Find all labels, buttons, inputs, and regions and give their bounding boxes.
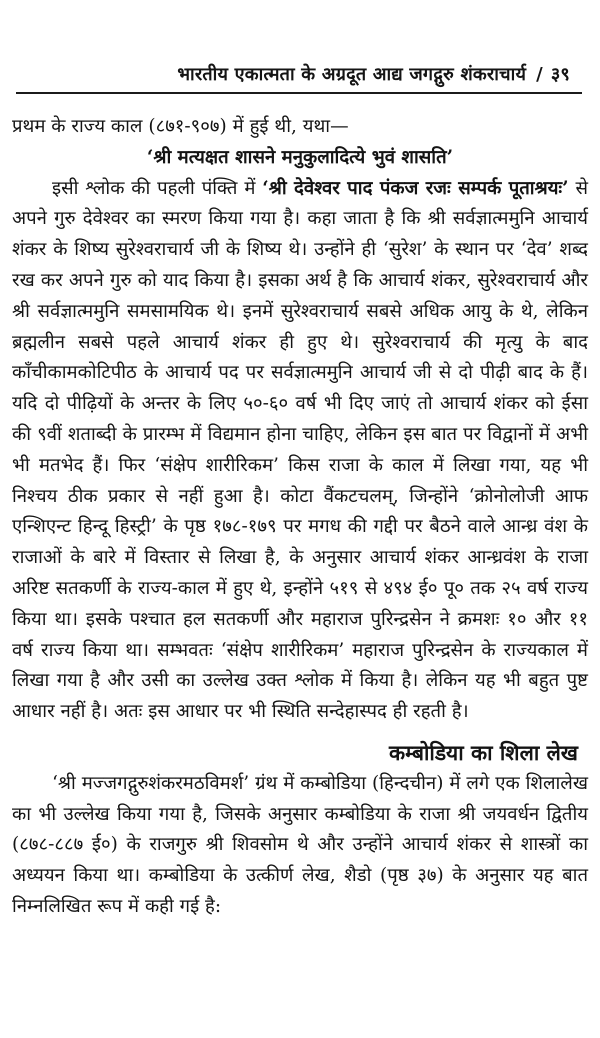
book-title: भारतीय एकात्मता के अग्रदूत आद्य जगद्गुरु शंकराचार्य bbox=[177, 64, 527, 85]
paragraph-1-part-1: इसी श्लोक की पहली पंक्ति में bbox=[52, 177, 263, 199]
paragraph-1-part-2: से अपने गुरु देवेश्वर का स्मरण किया गया है। कहा जाता है कि श्री सर्वज्ञात्ममुनि आचार्य शंकर के शिष्य सुरेश्वराचार्य जी के शिष्य थे। उन्होंने ही ‘सुरेश’ के स्थान पर ‘देव’ शब्द रख कर अपने गुरु को याद किया है। इसका अर्थ है कि आचार्य शंकर, सुरेश्वराचार्य और श्री सर्वज्ञात्ममुनि समसामयिक थे। इनमें सुरेश्वराचार्य सबसे अधिक आयु के थे, लेकिन ब्रह्मलीन सबसे पहले आचार्य शंकर ही हुए थे। सुरेश्वराचार्य की मृत्यु के बाद काँचीकामकोटिपीठ के आचार्य पद पर सर्वज्ञात्ममुनि आचार्य जी से दो पीढ़ी बाद के हैं। यदि दो पीढ़ियों के अन्तर के लिए ५०-६० वर्ष भी दिए जाएं तो आचार्य शंकर को ईसा की ९वीं शताब्दी के प्रारम्भ में विद्यमान होना चाहिए, लेकिन इस बात पर विद्वानों में अभी भी मतभेद हैं। फिर ‘संक्षेप शारीरिकम’ किस राजा के काल में लिखा गया, यह भी निश्चय ठीक प्रकार से नहीं हुआ है। कोटा वैंकटचलम्, जिन्होंने ‘क्रोनोलोजी आफ एन्शिएन्ट हिन्दू हिस्ट्री’ के पृष्ठ १७८-१७९ पर मगध की गद्दी पर बैठने वाले आन्ध्र वंश के राजाओं के बारे में विस्तार से लिखा है, के अनुसार आचार्य शंकर आन्ध्रवंश के राजा अरिष्ट सतकर्णी के राज्य-काल में हुए थे, इन्होंने ५१९ से ४९४ ई० पू० तक २५ वर्ष राज्य किया था। इसके पश्चात हल सतकर्णी और महाराज पुरिन्द्रसेन ने क्रमशः १० और ११ वर्ष राज्य किया था। सम्भवतः ‘संक्षेप शारीरिकम’ महाराज पुरिन्द्रसेन के राज्यकाल में लिखा गया है और उसी का उल्लेख उक्त श्लोक में किया है। लेकिन यह भी बहुत पुष्ट आधार नहीं है। अतः इस आधार पर भी स्थिति सन्देहास्पद ही रहती है। bbox=[12, 177, 588, 723]
running-header bbox=[30, 62, 570, 86]
section-heading: कम्बोडिया का शिला लेख bbox=[389, 739, 578, 765]
quoted-shloka-line: ‘श्री देवेश्वर पाद पंकज रजः सम्पर्क पूताश्रयः’ bbox=[262, 177, 569, 199]
page-number: ३९ bbox=[550, 64, 570, 85]
page-body bbox=[12, 112, 588, 923]
paragraph-2: ‘श्री मज्जगद्गुरुशंकरमठविमर्श’ ग्रंथ में कम्बोडिया (हिन्दचीन) में लगे एक शिलालेख का भी उल्लेख किया गया है, जिसके अनुसार कम्बोडिया के राजा श्री जयवर्धन द्वितीय (८७८-८८७ ई०) के राजगुरु श्री शिवसोम थे और उन्होंने आचार्य शंकर से शास्त्रों का अध्ययन किया था। कम्बोडिया के उत्कीर्ण लेख, शैडो (पृष्ठ ३७) के अनुसार यह बात निम्नलिखित रूप में कही गई है: bbox=[12, 772, 588, 917]
intro-line: प्रथम के राज्य काल (८७१-९०७) में हुई थी, यथा— bbox=[12, 116, 349, 137]
paragraph-1 bbox=[12, 174, 588, 728]
header-rule bbox=[16, 92, 582, 94]
verse-quote: ‘श्री मत्यक्षत शासने मनुकुलादित्ये भुवं शासति’ bbox=[146, 146, 454, 168]
header-separator: / bbox=[536, 64, 543, 85]
